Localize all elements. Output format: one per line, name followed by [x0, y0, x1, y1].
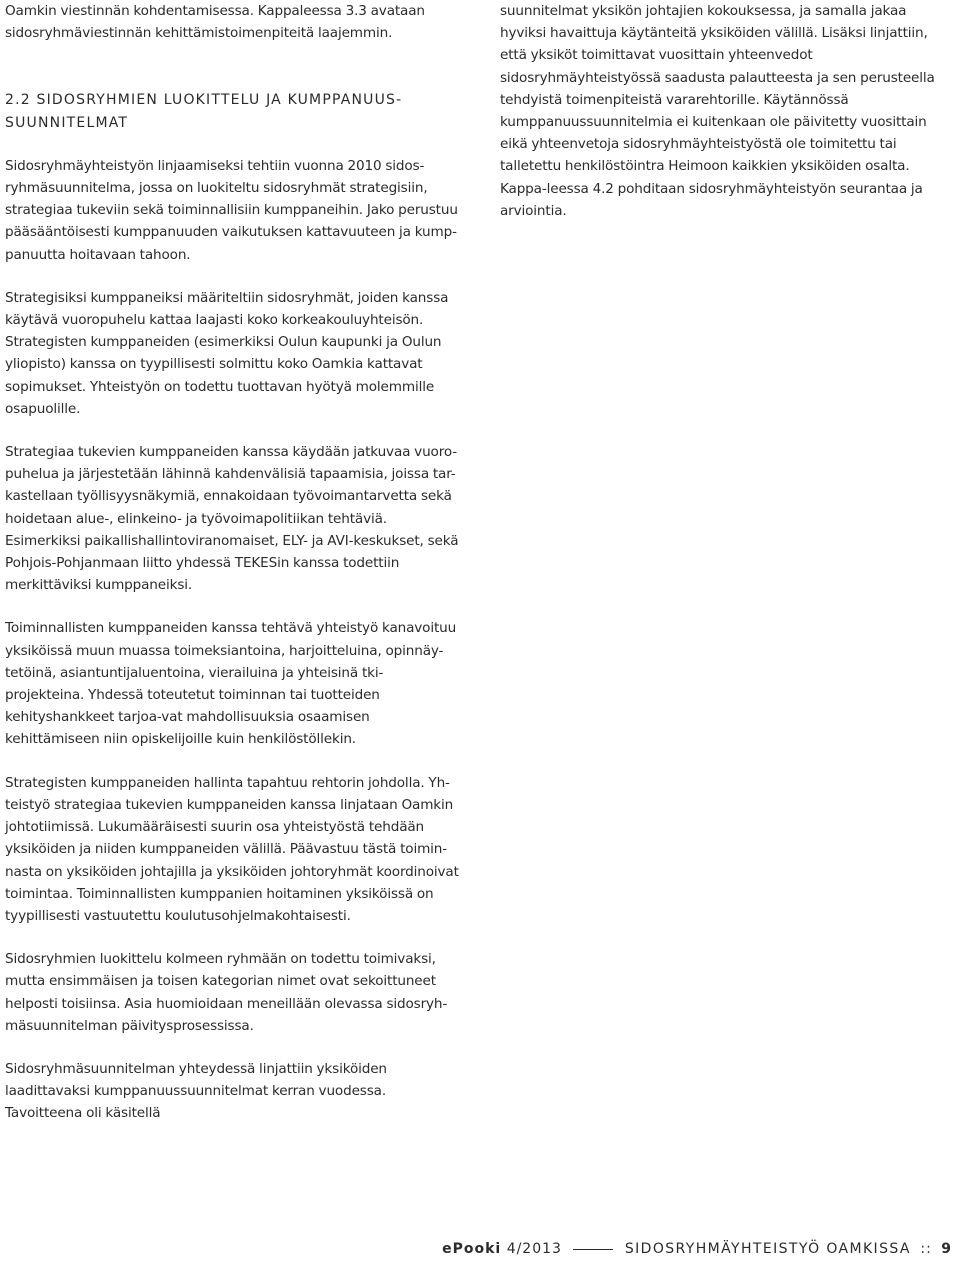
page-number: 9 — [941, 1241, 952, 1257]
body-paragraph-7: Sidosryhmäsuunnitelman yhteydessä linjattiin yksiköiden laadittavaksi kumppanuussuunnitelmat kerran vuodessa. Tavoitteena oli käsitellä — [5, 1060, 387, 1122]
right-paragraph: suunnitelmat yksikön johtajien kokouksessa, ja samalla jakaa hyviksi havaittuja käytänteitä yksiköiden välillä. Lisäksi linjattiin, että yksiköt toimittavat vuosittain yhteenvedot sidosryhmäyhteistyössä saadusta palautteesta ja sen perusteella tehdyistä toimenpiteistä vararehtorille. Käytännössä kumppanuussuunnitelmia ei kuitenkaan ole päivitetty vuosittain eikä yhteenvetoja sidosryhmäyhteistyöstä ole toimitettu tai talletettu henkilöstöintra Heimoon kaikkien yksiköiden osalta. Kappa-leessa 4.2 pohditaan sidosryhmäyhteistyön seurantaa ja arviointia. — [500, 3, 935, 219]
body-paragraph-2: Strategisiksi kumppaneiksi määriteltiin sidosryhmät, joiden kanssa käytävä vuoropuhelu kattaa laajasti koko korkeakouluyhteisön. Strategisten kumppaneiden (esimerkiksi Oulun kaupunki ja Oulun yliopisto) kanssa on tyypillisesti solmittu koko Oamkia kattavat sopimukset. Yhteistyön on todettu tuottavan hyötyä molemmille osapuolille. — [5, 289, 449, 417]
section-heading: 2.2 SIDOSRYHMIEN LUOKITTELU JA KUMPPANUUS-SUUNNITELMAT — [5, 92, 403, 131]
body-paragraph-4: Toiminnallisten kumppaneiden kanssa tehtävä yhteistyö kanavoituu yksiköissä muun muassa toimeksiantoina, harjoitteluina, opinnäy-tetöinä, asiantuntijaluentoina, vierailuina ja yhteisinä tki-projekteina. Yhdessä toteutetut toiminnan tai tuotteiden kehityshankkeet tarjoa-vat mahdollisuuksia osaamisen kehittämiseen niin opiskelijoille kuin henkilöstöllekin. — [5, 620, 457, 748]
body-paragraph-6: Sidosryhmien luokittelu kolmeen ryhmään on todettu toimivaksi, mutta ensimmäisen ja toisen kategorian nimet ovat sekoittuneet helposti toisiinsa. Asia huomioidaan meneillään olevassa sidosryh-mäsuunnitelman päivitysprosessissa. — [5, 951, 448, 1034]
footer-brand-e: e — [442, 1241, 453, 1257]
body-paragraph-5: Strategisten kumppaneiden hallinta tapahtuu rehtorin johdolla. Yh-teistyö strategiaa tukevien kumppaneiden kanssa linjataan Oamkin johtotiimissä. Lukumääräisesti suurin osa yhteistyöstä tehdään yksiköiden ja niiden kumppaneiden välillä. Päävastuu tästä toimin-nasta on yksiköiden johtajilla ja yksiköiden johtoryhmät koordinoivat toimintaa. Toiminnallisten kumppanien hoitaminen yksiköissä on tyypillisesti vastuutettu koulutusohjelmakohtaisesti. — [5, 774, 459, 924]
footer-brand-name: Pooki — [452, 1241, 502, 1257]
right-column — [500, 0, 955, 222]
intro-paragraph: Oamkin viestinnän kohdentamisessa. Kappaleessa 3.3 avataan sidosryhmäviestinnän kehittämistoimenpiteitä laajemmin. — [5, 3, 425, 42]
body-paragraph-1: Sidosryhmäyhteistyön linjaamiseksi tehtiin vuonna 2010 sidos-ryhmäsuunnitelma, jossa on luokiteltu sidosryhmät strategisiin, strategiaa tukeviin sekä toiminnallisiin kumppaneihin. Jako perustuu pääsääntöisesti kumppanuuden vaikutuksen kattavuuteen ja kump-panuutta hoitavaan tahoon. — [5, 157, 458, 263]
footer-issue: 4/2013 — [506, 1241, 562, 1257]
footer-separator-line — [573, 1249, 613, 1250]
footer-section-title: SIDOSRYHMÄYHTEISTYÖ OAMKISSA — [624, 1241, 911, 1257]
left-column — [5, 0, 460, 1125]
page-footer — [442, 1241, 952, 1257]
footer-colons: :: — [920, 1241, 932, 1257]
body-paragraph-3: Strategiaa tukevien kumppaneiden kanssa käydään jatkuvaa vuoro-puhelua ja järjestetään lähinnä kahdenvälisiä tapaamisia, joissa tar-kastellaan työllisyysnäkymiä, ennakoidaan työvoimantarvetta sekä hoidetaan alue-, elinkeino- ja työvoimapolitiikan tehtäviä. Esimerkiksi paikallishallintoviranomaiset, ELY- ja AVI-keskukset, sekä Pohjois-Pohjanmaan liitto yhdessä TEKESin kanssa todettiin merkittäviksi kumppaneiksi. — [5, 444, 459, 594]
